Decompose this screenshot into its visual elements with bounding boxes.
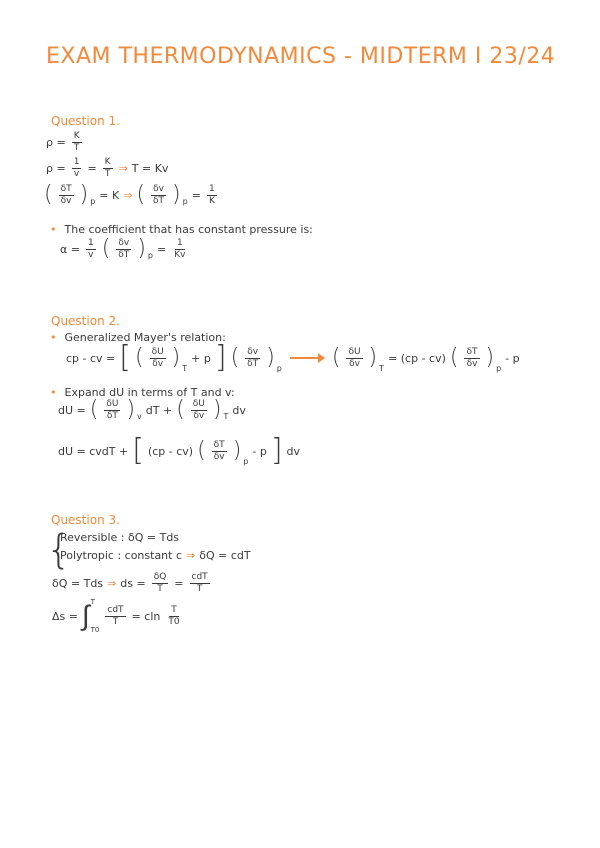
right-paren: ) [172, 182, 181, 207]
numerator: δT [466, 346, 478, 357]
numerator: δU [192, 398, 205, 409]
fraction [166, 606, 181, 627]
fraction [207, 185, 217, 206]
numerator: cdT [107, 604, 124, 615]
numerator: δQ [153, 572, 167, 582]
numerator: δT [213, 439, 225, 450]
numerator: δv [153, 183, 164, 194]
subscript: p [182, 197, 188, 206]
numerator: δU [348, 346, 361, 357]
denominator: δv [60, 195, 72, 206]
fraction [152, 573, 169, 594]
subscript: T [379, 364, 385, 373]
integral-sign: ∫ [81, 599, 90, 632]
fraction [346, 348, 362, 369]
numerator: K [73, 131, 80, 141]
q1-equation-1 [46, 132, 84, 153]
denominator: v [73, 169, 80, 179]
upper-limit: T [90, 598, 95, 606]
integral-limits [91, 598, 100, 634]
right-paren: ) [171, 345, 181, 370]
q2-bullet-1-text: Generalized Mayer's relation: [64, 331, 226, 344]
cp-minus-cv: (cp - cv) [147, 444, 194, 458]
numerator: K [104, 157, 111, 167]
fraction [104, 400, 120, 421]
q1-eq2-result: T = Kv [131, 162, 169, 175]
equals-k: = K [99, 188, 120, 202]
bullet-icon: • [50, 386, 57, 399]
implies-icon: ⇒ [107, 577, 117, 590]
implies-icon: ⇒ [186, 549, 196, 562]
dv: dv [286, 444, 301, 458]
minus-p: - p [505, 351, 520, 365]
dt-plus: dT + [145, 403, 173, 417]
equals-cln: = cln [131, 609, 161, 623]
subscript: T [223, 412, 229, 421]
q1-bullet [50, 223, 313, 236]
right-bracket: ] [270, 433, 283, 468]
denominator: T [104, 169, 111, 179]
numerator: 1 [87, 237, 94, 248]
right-paren: ) [212, 397, 222, 422]
subscript: T [182, 364, 188, 373]
bullet-icon: • [50, 331, 57, 344]
q1-eq1-fraction [72, 132, 82, 153]
lower-limit: T0 [90, 626, 100, 634]
right-paren: ) [368, 345, 378, 370]
q1-eq2-lhs: ρ = [46, 162, 66, 175]
denominator: δv [193, 410, 205, 421]
q2-bullet-2 [50, 386, 235, 399]
q2-mayer-equation [66, 340, 520, 375]
denominator: δT [106, 410, 118, 421]
delta-s-lhs: Δs = [52, 609, 78, 623]
page-title: EXAM THERMODYNAMICS - MIDTERM I 23/24 [46, 44, 556, 69]
q1-eq1-lhs: ρ = [46, 136, 66, 149]
fraction [212, 441, 227, 462]
numerator: T [171, 604, 177, 615]
denominator: T [157, 584, 163, 594]
left-paren: ( [176, 397, 185, 422]
denominator: v [88, 249, 94, 260]
fraction [150, 348, 166, 369]
fraction [86, 239, 96, 260]
numerator: cdT [191, 572, 208, 582]
right-paren: ) [137, 236, 146, 261]
q3-polytropic-text: Polytropic : constant c [60, 549, 183, 562]
equals-cp-cv: = (cp - cv) [388, 351, 446, 365]
equals-sign: = [174, 577, 184, 590]
fraction [464, 348, 479, 369]
denominator: δT [153, 195, 165, 206]
denominator: δT [118, 249, 130, 260]
right-bracket: ] [214, 340, 227, 375]
left-brace: { [46, 527, 72, 573]
question-3-heading: Question 3. [51, 513, 120, 527]
q2-du-result [58, 433, 301, 468]
denominator: T [112, 616, 119, 627]
numerator: 1 [73, 157, 80, 167]
du-lhs: dU = [58, 403, 86, 417]
denominator: K [208, 195, 215, 206]
left-paren: ( [449, 345, 459, 370]
right-paren: ) [485, 345, 495, 370]
ds-lhs: ds = [120, 577, 146, 590]
question-2-heading: Question 2. [51, 314, 120, 328]
q1-equation-3 [44, 184, 219, 206]
subscript: v [137, 412, 142, 421]
left-paren: ( [331, 345, 341, 370]
fraction [172, 239, 187, 260]
numerator: δU [106, 398, 119, 409]
alpha-lhs: α = [60, 242, 80, 256]
left-paren: ( [197, 438, 206, 463]
equals-sign: = [191, 188, 201, 202]
left-paren: ( [230, 345, 240, 370]
q3-polytropic-line [60, 549, 251, 562]
numerator: δT [60, 183, 72, 194]
denominator: δv [349, 358, 360, 369]
implies-icon: ⇒ [123, 188, 133, 202]
right-paren: ) [232, 438, 242, 463]
denominator: δv [466, 358, 478, 369]
equals-sign: = [156, 242, 167, 256]
fraction [190, 573, 210, 594]
denominator: T0 [168, 616, 180, 627]
plus-p: + p [191, 351, 211, 365]
left-bracket: [ [119, 340, 131, 375]
bullet-icon: • [50, 223, 57, 236]
numerator: 1 [176, 237, 183, 248]
denominator: δv [213, 451, 225, 462]
q1-equation-2 [46, 158, 168, 179]
left-paren: ( [136, 182, 146, 207]
q3-polytropic-result: δQ = cdT [199, 549, 251, 562]
denominator: δv [152, 358, 164, 369]
fraction [59, 185, 74, 206]
fraction [103, 158, 113, 179]
right-paren: ) [266, 345, 275, 370]
left-bracket: [ [132, 433, 144, 468]
left-paren: ( [101, 236, 111, 261]
question-1-heading: Question 1. [51, 114, 120, 128]
q3-reversible-line [60, 531, 179, 544]
subscript: p [243, 457, 249, 466]
subscript: p [496, 364, 502, 373]
numerator: δU [151, 346, 164, 357]
numerator: 1 [209, 183, 215, 194]
fraction [105, 606, 125, 627]
du-cv-dt: dU = cvdT + [58, 444, 129, 458]
fraction [72, 158, 82, 179]
left-paren: ( [89, 397, 99, 422]
equals-sign: = [87, 162, 97, 175]
q3-reversible-text: Reversible : δQ = Tds [60, 531, 180, 544]
fraction [151, 185, 166, 206]
subscript: p [276, 364, 282, 373]
left-paren: ( [44, 182, 53, 207]
dq-tds: δQ = Tds [52, 577, 104, 590]
numerator: δv [118, 237, 130, 248]
denominator: T [196, 584, 203, 594]
denominator: Kv [174, 249, 186, 260]
left-paren: ( [134, 345, 144, 370]
minus-p: - p [252, 444, 267, 458]
q2-bullet-2-text: Expand dU in terms of T and v: [64, 386, 235, 399]
denominator: δT [247, 358, 259, 369]
q3-entropy-differential [52, 573, 212, 594]
dv: dv [232, 403, 246, 417]
numerator: δv [247, 346, 259, 357]
q1-equation-4 [60, 238, 189, 260]
right-paren: ) [126, 397, 136, 422]
mayer-lhs: cp - cv = [66, 351, 116, 365]
subscript: p [147, 251, 153, 260]
fraction [191, 400, 207, 421]
fraction [245, 348, 260, 369]
right-paren: ) [79, 182, 89, 207]
q2-du-equation [58, 399, 246, 421]
arrow-right-icon [290, 357, 324, 359]
q1-bullet-text: The coefficient that has constant pressure is: [64, 223, 313, 236]
fraction [116, 239, 131, 260]
q3-entropy-integral [52, 598, 184, 634]
implies-icon: ⇒ [118, 162, 128, 175]
subscript: p [90, 197, 96, 206]
denominator: T [73, 143, 80, 153]
